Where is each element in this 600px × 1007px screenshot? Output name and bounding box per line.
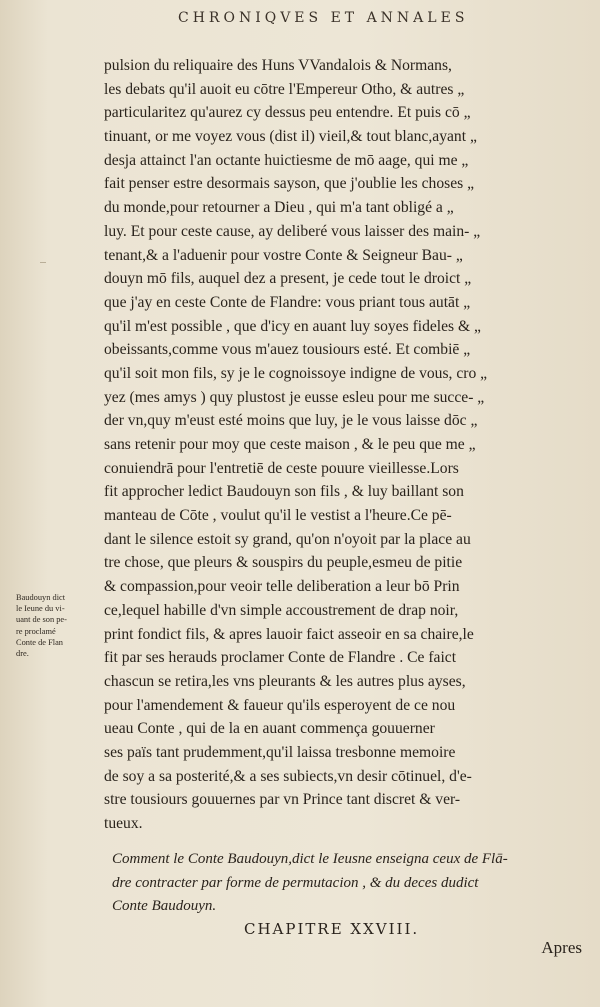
text-line: tenant,& a l'aduenir pour vostre Conte & Seigneur Bau- „: [104, 246, 463, 264]
text-line: & compassion,pour veoir telle deliberation a leur bō Prin: [104, 578, 460, 596]
text-line: que j'ay en ceste Conte de Flandre: vous priant tous autāt „: [104, 293, 471, 311]
text-line: qu'il m'est possible , que d'icy en auant luy soyes fideles & „: [104, 317, 481, 335]
text-line: pour l'amendement & faueur qu'ils esperoyent de ce nou: [104, 696, 456, 714]
margin-mark: [40, 262, 46, 263]
main-text-block: [104, 54, 586, 836]
margin-note-line: uant de son pe-: [16, 615, 67, 625]
text-line: fait penser estre desormais sayson, que j'oublie les choses „: [104, 175, 475, 193]
text-line: tinuant, or me voyez vous (dist il) vieil,& tout blanc,ayant „: [104, 128, 477, 146]
catchword: Apres: [541, 938, 582, 957]
margin-note-line: Conte de Flan: [16, 637, 63, 647]
text-line: ses païs tant prudemment,qu'il laissa tresbonne memoire: [104, 743, 456, 761]
text-line: tueux.: [104, 815, 143, 832]
text-line: de soy a sa posterité,& a ses subiects,vn desir cōtinuel, d'e-: [104, 767, 472, 785]
text-line: desja attainct l'an octante huictiesme de mō aage, qui me „: [104, 151, 469, 169]
text-line: yez (mes amys ) quy plustost je eusse esleu pour me succe- „: [104, 388, 485, 406]
margin-note-line: Baudouyn dict: [16, 593, 66, 602]
text-line: luy. Et pour ceste cause, ay deliberé vous laisser des main- „: [104, 222, 481, 240]
text-line: print fondict fils, & apres lauoir faict asseoir en sa chaire,le: [104, 625, 474, 643]
running-head: CHRONIQVES ET ANNALES: [178, 10, 469, 26]
margin-note-line: le Ieune du vi-: [16, 604, 65, 614]
chapter-heading: CHAPITRE XXVIII.: [244, 920, 420, 938]
text-line: manteau de Cōte , voulut qu'il le vestist a l'heure.Ce pē-: [104, 507, 452, 525]
text-line: chascun se retira,les vns pleurants & les autres plus ayses,: [104, 672, 466, 690]
text-line: conuiendrā pour l'entretiē de ceste pouure vieillesse.Lors: [104, 459, 459, 477]
margin-note-line: dre.: [16, 649, 29, 659]
text-line: tre chose, que pleurs & souspirs du peuple,esmeu de pitie: [104, 554, 463, 572]
text-line: stre tousiours gouuernes par vn Prince tant discret & ver-: [104, 791, 461, 809]
text-line: qu'il soit mon fils, sy je le cognoissoye indigne de vous, cro „: [104, 364, 488, 382]
text-line: fit par ses herauds proclamer Conte de Flandre . Ce faict: [104, 649, 457, 667]
margin-note-line: re proclamé: [16, 626, 56, 636]
text-line: les debats qu'il auoit eu cōtre l'Empereur Otho, & autres „: [104, 80, 465, 98]
chapter-summary-line: dre contracter par forme de permutacion , & du deces dudict: [112, 874, 479, 891]
text-line: fit approcher ledict Baudouyn son fils , & luy baillant son: [104, 483, 464, 501]
text-line: du monde,pour retourner a Dieu , qui m'a tant obligé a „: [104, 199, 454, 217]
chapter-summary: [112, 848, 590, 919]
margin-note: [16, 592, 104, 659]
text-line: dant le silence estoit sy grand, qu'on n'oyoit par la place au: [104, 530, 471, 548]
text-line: particularitez qu'aurez cy dessus peu entendre. Et puis cō „: [104, 104, 471, 122]
chapter-summary-line: Comment le Conte Baudouyn,dict le Ieusne enseigna ceux de Flā-: [112, 851, 508, 867]
text-line: ueau Conte , qui de la en auant commença gouuerner: [104, 720, 435, 738]
text-line: douyn mō fils, auquel dez a present, je cede tout le droict „: [104, 270, 472, 288]
text-line: pulsion du reliquaire des Huns VVandalois & Normans,: [104, 57, 452, 74]
text-line: obeissants,comme vous m'auez tousiours esté. Et combiē „: [104, 341, 471, 359]
chapter-summary-line: Conte Baudouyn.: [112, 898, 217, 914]
text-line: der vn,quy m'eust esté moins que luy, je le vous laisse dōc „: [104, 412, 478, 430]
text-line: sans retenir pour moy que ceste maison , & le peu que me „: [104, 436, 476, 453]
text-line: ce,lequel habille d'vn simple accoustrement de drap noir,: [104, 601, 459, 619]
